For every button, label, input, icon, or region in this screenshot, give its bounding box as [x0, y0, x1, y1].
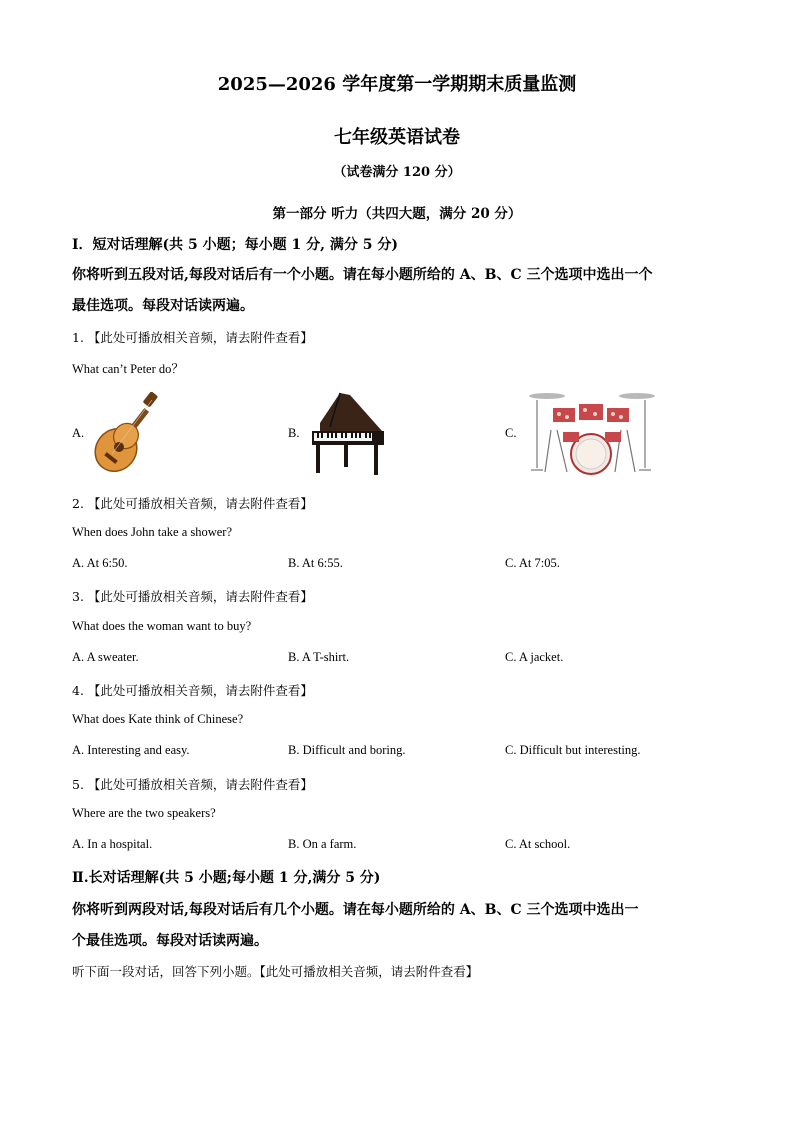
question-3-option-b: B. A T-shirt.: [288, 650, 350, 664]
question-4-option-a: A. Interesting and easy.: [72, 743, 190, 757]
exam-subtitle: 七年级英语试卷: [334, 127, 460, 148]
question-1-label: 1. 【此处可播放相关音频，请去附件查看】: [72, 330, 313, 345]
question-5-label: 5. 【此处可播放相关音频，请去附件查看】: [72, 777, 313, 792]
part1-heading: 第一部分 听力（共四大题，满分 20 分）: [272, 206, 522, 222]
piano-icon: [306, 391, 388, 477]
question-1-option-a: A.: [72, 426, 85, 440]
section2-heading: Ⅱ.长对话理解(共 5 小题;每小题 1 分,满分 5 分): [72, 870, 381, 886]
question-4-option-b: B. Difficult and boring.: [288, 743, 406, 757]
question-1-option-b: B.: [288, 426, 300, 440]
question-5-option-b: B. On a farm.: [288, 837, 357, 851]
question-5-option-a: A. In a hospital.: [72, 837, 153, 851]
section1-instructions-line2: 最佳选项。每段对话读两遍。: [72, 298, 254, 314]
question-2-label: 2. 【此处可播放相关音频，请去附件查看】: [72, 496, 313, 511]
question-2-option-c: C. At 7:05.: [505, 556, 560, 570]
question-2-option-a: A. At 6:50.: [72, 556, 128, 570]
question-1-option-c: C.: [505, 426, 517, 440]
question-5-option-c: C. At school.: [505, 837, 571, 851]
score-note: （试卷满分 120 分）: [333, 165, 461, 180]
section2-prompt: 听下面一段对话，回答下列小题。【此处可播放相关音频，请去附件查看】: [72, 964, 479, 979]
question-3-text: What does the woman want to buy?: [72, 619, 252, 633]
question-2-text: When does John take a shower?: [72, 525, 233, 539]
section1-instructions-line1: 你将听到五段对话,每段对话后有一个小题。请在每小题所给的 A、B、C 三个选项中选出一个: [72, 267, 653, 283]
question-4-option-c: C. Difficult but interesting.: [505, 743, 641, 757]
question-3-label: 3. 【此处可播放相关音频，请去附件查看】: [72, 589, 313, 604]
drum-kit-icon: [527, 390, 657, 478]
section1-heading: Ⅰ．短对话理解(共 5 小题；每小题 1 分, 满分 5 分): [72, 237, 399, 253]
question-3-option-a: A. A sweater.: [72, 650, 139, 664]
exam-title: 2025—2026 学年度第一学期期末质量监测: [217, 74, 577, 95]
question-1-text: What can’t Peter do？: [72, 362, 184, 376]
section2-instructions-line1: 你将听到两段对话,每段对话后有几个小题。请在每小题所给的 A、B、C 三个选项中选出一: [72, 902, 639, 918]
question-2-option-b: B. At 6:55.: [288, 556, 343, 570]
section2-instructions-line2: 个最佳选项。每段对话读两遍。: [72, 933, 268, 949]
question-5-text: Where are the two speakers?: [72, 806, 216, 820]
question-4-label: 4. 【此处可播放相关音频，请去附件查看】: [72, 683, 313, 698]
question-4-text: What does Kate think of Chinese?: [72, 712, 244, 726]
question-3-option-c: C. A jacket.: [505, 650, 564, 664]
guitar-icon: [92, 392, 162, 476]
